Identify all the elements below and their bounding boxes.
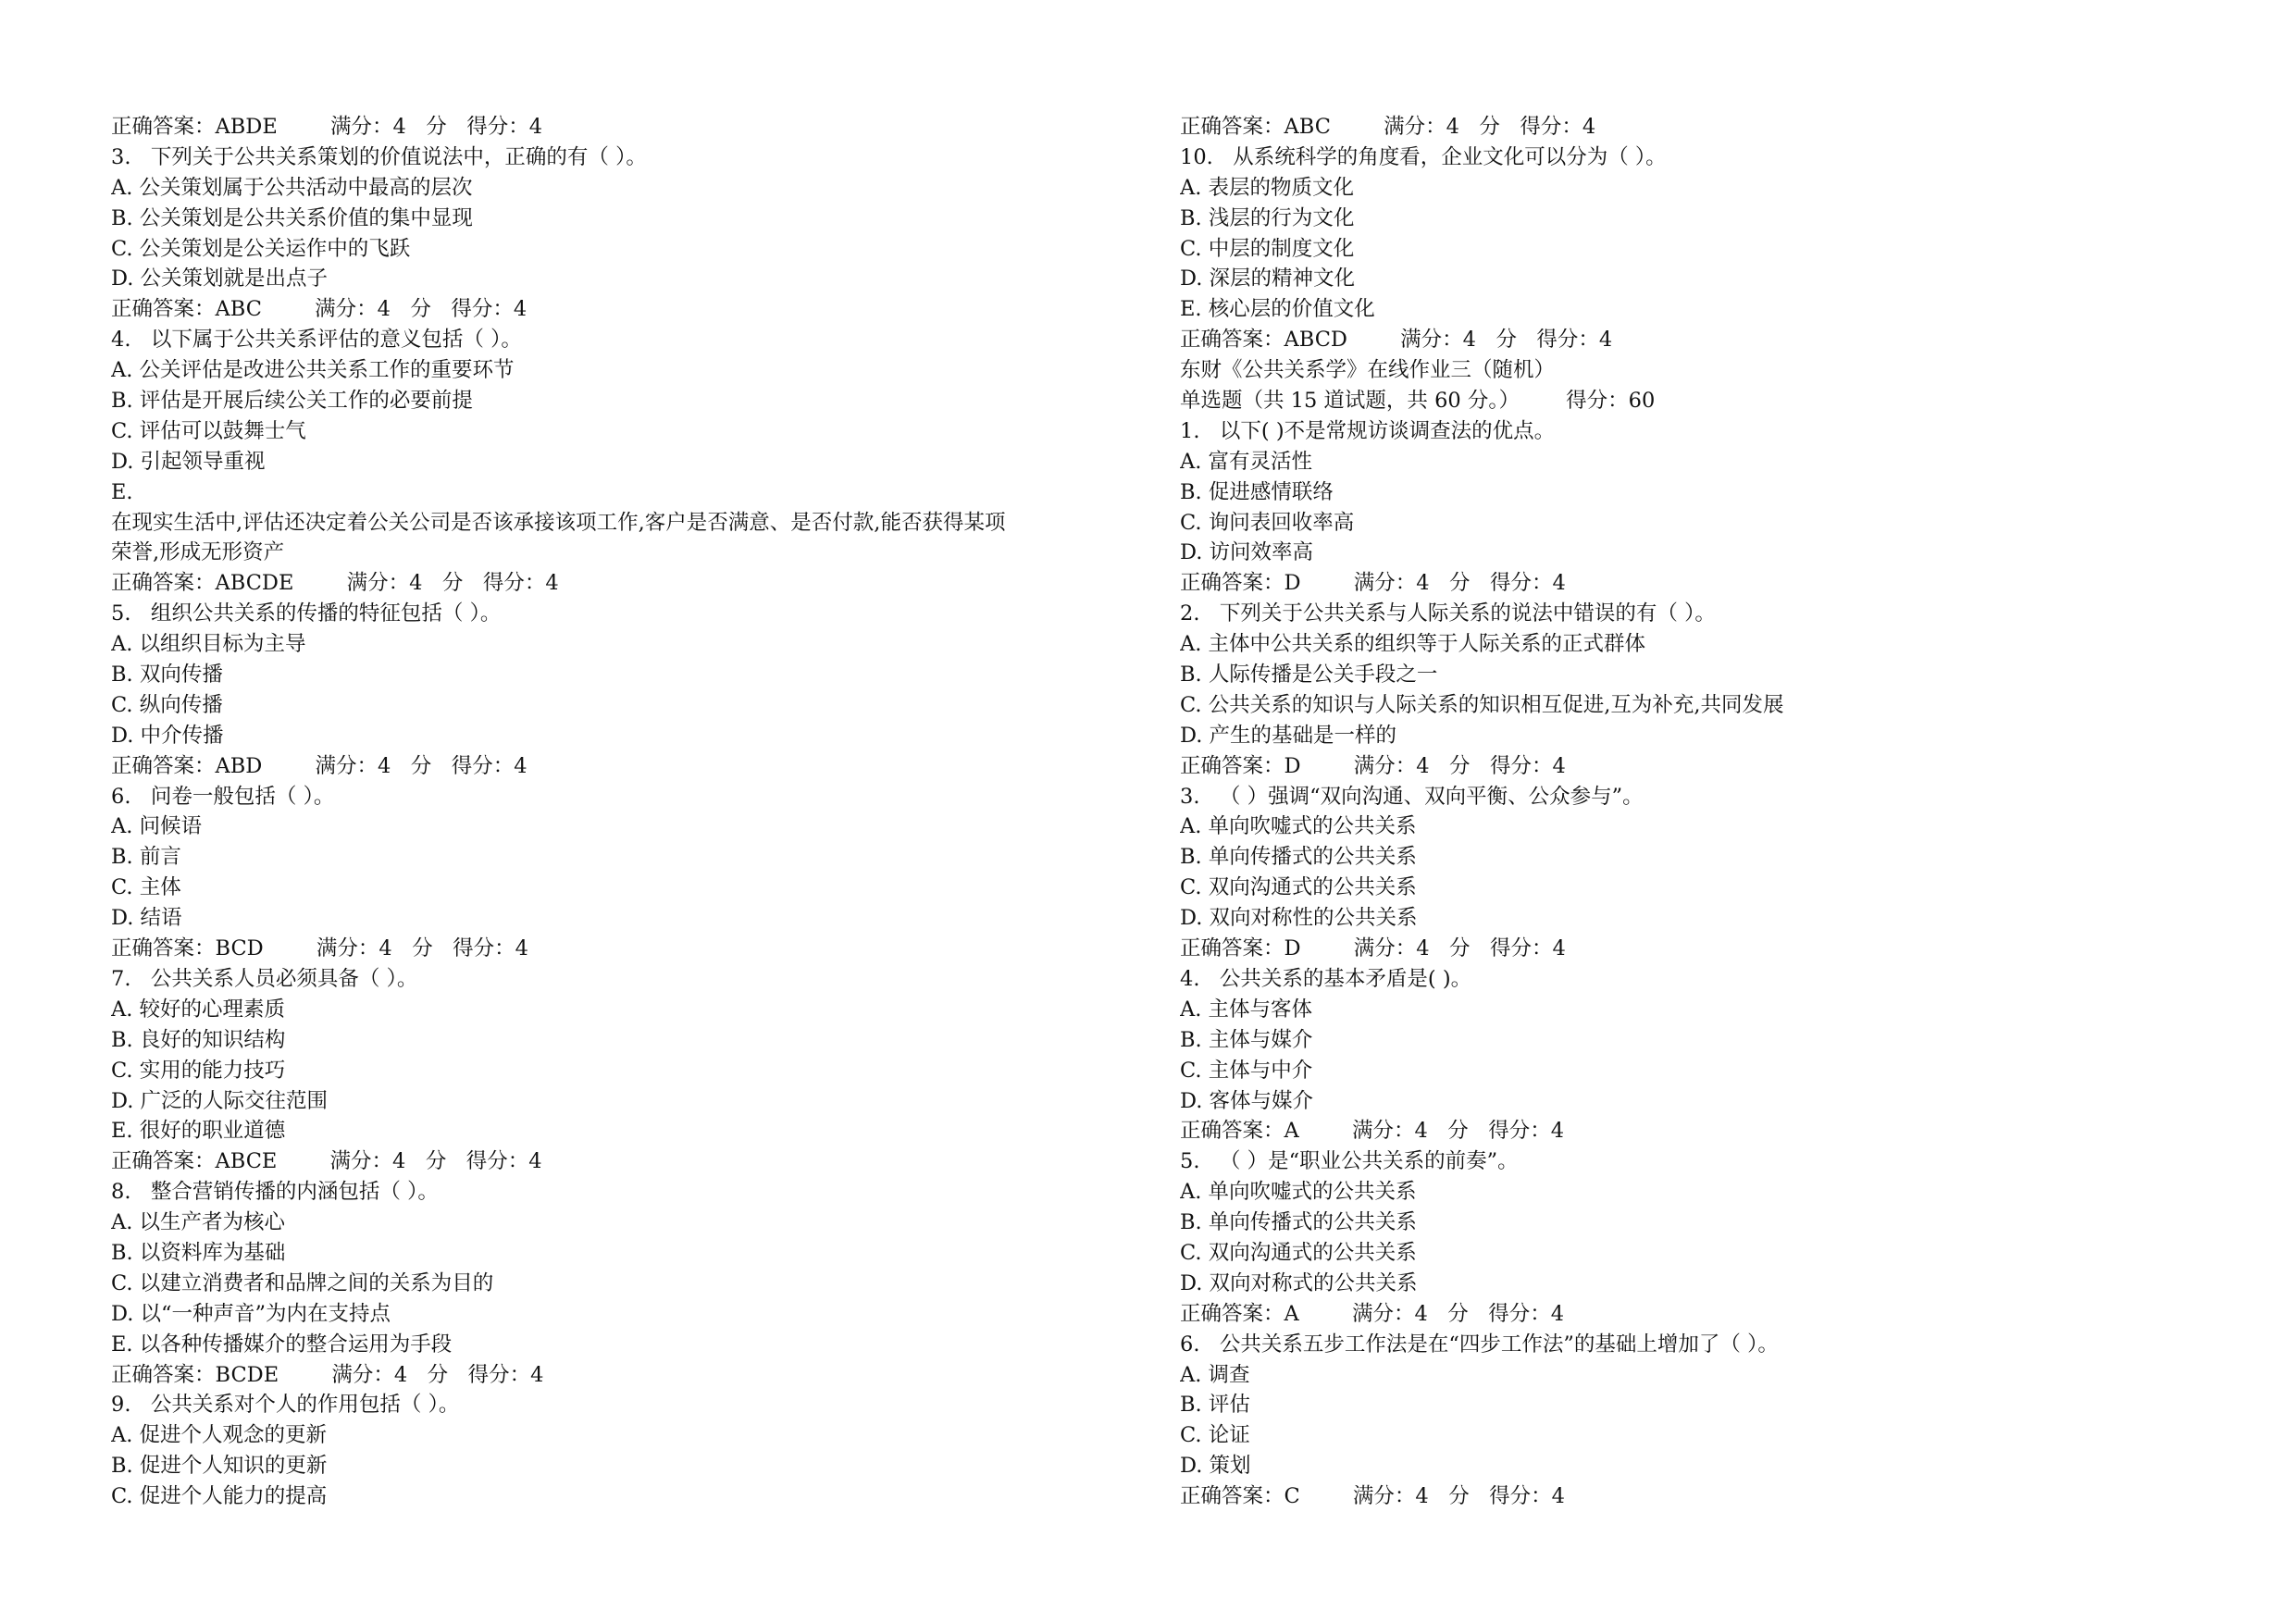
option-line: D. 公关策划就是出点子 [111, 266, 329, 291]
question-line: 5. （ ）是“职业公共关系的前奏”。 [1180, 1149, 1519, 1174]
option-line: A. 富有灵活性 [1180, 449, 1313, 474]
option-line: D. 客体与媒介 [1180, 1088, 1314, 1113]
option-line: B. 双向传播 [111, 663, 223, 688]
option-line: A. 表层的物质文化 [1180, 175, 1355, 200]
answer-line: 正确答案：ABDE 满分：4 分 得分：4 [111, 115, 543, 139]
answer-line: 正确答案：A 满分：4 分 得分：4 [1180, 1119, 1565, 1144]
option-line: B. 评估 [1180, 1393, 1250, 1418]
option-line: D. 以“一种声音”为内在支持点 [111, 1301, 391, 1326]
left-text-column [111, 112, 1138, 1512]
question-line: 6. 问卷一般包括（ ）。 [111, 784, 335, 809]
option-line: A. 单向吹嘘式的公共关系 [1180, 814, 1417, 839]
option-line: B. 浅层的行为文化 [1180, 205, 1355, 230]
answer-line: 正确答案：D 满分：4 分 得分：4 [1180, 753, 1566, 778]
answer-line: 正确答案：A 满分：4 分 得分：4 [1180, 1301, 1565, 1326]
text-line: 东财《公共关系学》在线作业三（随机） [1180, 358, 1556, 383]
question-line: 1. 以下( )不是常规访谈调查法的优点。 [1180, 418, 1556, 443]
question-line: 5. 组织公共关系的传播的特征包括（ ）。 [111, 601, 502, 626]
answer-line: 正确答案：ABC 满分：4 分 得分：4 [1180, 115, 1596, 139]
answer-line: 正确答案：ABCD 满分：4 分 得分：4 [1180, 328, 1613, 353]
option-line: B. 前言 [111, 845, 181, 870]
option-line: B. 单向传播式的公共关系 [1180, 1210, 1417, 1235]
option-line: D. 双向对称式的公共关系 [1180, 1270, 1418, 1295]
option-line: B. 以资料库为基础 [111, 1240, 286, 1265]
option-line: E. [111, 479, 133, 504]
question-line: 3. 下列关于公共关系策划的价值说法中，正确的有（ ）。 [111, 144, 647, 169]
option-line: A. 促进个人观念的更新 [111, 1423, 328, 1448]
option-line: B. 主体与媒介 [1180, 1027, 1313, 1052]
question-line: 4. 公共关系的基本矛盾是( )。 [1180, 966, 1472, 991]
option-line: C. 公关策划是公关运作中的飞跃 [111, 236, 411, 261]
option-line: D. 深层的精神文化 [1180, 266, 1356, 291]
answer-line: 正确答案：BCD 满分：4 分 得分：4 [111, 936, 528, 961]
option-line: C. 纵向传播 [111, 692, 223, 717]
option-line: A. 公关评估是改进公共关系工作的重要环节 [111, 358, 515, 383]
answer-line: 正确答案：D 满分：4 分 得分：4 [1180, 571, 1566, 596]
answer-line: 正确答案：ABD 满分：4 分 得分：4 [111, 753, 527, 778]
option-line: D. 中介传播 [111, 723, 224, 748]
option-line: D. 引起领导重视 [111, 449, 266, 474]
option-line: D. 策划 [1180, 1454, 1251, 1479]
option-line: C. 以建立消费者和品牌之间的关系为目的 [111, 1270, 494, 1295]
option-line: E. 核心层的价值文化 [1180, 297, 1375, 322]
option-line: D. 结语 [111, 906, 182, 931]
option-line: A. 以生产者为核心 [111, 1210, 286, 1235]
option-line: C. 询问表回收率高 [1180, 510, 1355, 535]
option-line: B. 公关策划是公共关系价值的集中显现 [111, 205, 473, 230]
option-line: C. 中层的制度文化 [1180, 236, 1355, 261]
option-line: B. 良好的知识结构 [111, 1027, 286, 1052]
option-line: A. 较好的心理素质 [111, 997, 286, 1022]
option-line: C. 论证 [1180, 1423, 1250, 1448]
option-line: B. 单向传播式的公共关系 [1180, 845, 1417, 870]
answer-line: 正确答案：ABCE 满分：4 分 得分：4 [111, 1149, 542, 1174]
option-line: D. 广泛的人际交往范围 [111, 1088, 329, 1113]
option-line: A. 调查 [1180, 1362, 1250, 1387]
question-line: 6. 公共关系五步工作法是在“四步工作法”的基础上增加了（ ）。 [1180, 1332, 1779, 1357]
question-line: 2. 下列关于公共关系与人际关系的说法中错误的有（ ）。 [1180, 601, 1716, 626]
answer-line: 正确答案：ABC 满分：4 分 得分：4 [111, 297, 527, 322]
option-line: B. 促进感情联络 [1180, 479, 1334, 504]
option-line: A. 以组织目标为主导 [111, 632, 306, 657]
option-line: E. 很好的职业道德 [111, 1119, 286, 1144]
option-line: A. 公关策划属于公共活动中最高的层次 [111, 175, 473, 200]
option-line: C. 公共关系的知识与人际关系的知识相互促进,互为补充,共同发展 [1180, 692, 1784, 717]
question-line: 7. 公共关系人员必须具备（ ）。 [111, 966, 418, 991]
option-line: A. 问候语 [111, 814, 203, 839]
option-line: C. 双向沟通式的公共关系 [1180, 1240, 1417, 1265]
question-line: 9. 公共关系对个人的作用包括（ ）。 [111, 1393, 460, 1418]
option-line: C. 主体与中介 [1180, 1058, 1313, 1083]
option-line: C. 双向沟通式的公共关系 [1180, 875, 1417, 900]
option-line: D. 产生的基础是一样的 [1180, 723, 1397, 748]
question-line: 10. 从系统科学的角度看，企业文化可以分为（ ）。 [1180, 144, 1667, 169]
option-line: A. 主体中公共关系的组织等于人际关系的正式群体 [1180, 632, 1646, 657]
option-line: B. 促进个人知识的更新 [111, 1454, 328, 1479]
option-line: B. 人际传播是公关手段之一 [1180, 663, 1438, 688]
right-text-column [1180, 112, 2216, 1512]
option-line: C. 促进个人能力的提高 [111, 1484, 328, 1509]
question-line: 3. （ ）强调“双向沟通、双向平衡、公众参与”。 [1180, 784, 1644, 809]
option-line: E. 以各种传播媒介的整合运用为手段 [111, 1332, 453, 1357]
question-line: 4. 以下属于公共关系评估的意义包括（ ）。 [111, 328, 522, 353]
answer-line: 正确答案：ABCDE 满分：4 分 得分：4 [111, 571, 559, 596]
option-line: A. 单向吹嘘式的公共关系 [1180, 1180, 1417, 1205]
text-line: 单选题（共 15 道试题，共 60 分。） 得分：60 [1180, 389, 1656, 414]
answer-line: 正确答案：BCDE 满分：4 分 得分：4 [111, 1362, 544, 1387]
text-line: 荣誉,形成无形资产 [111, 540, 285, 565]
answer-line: 正确答案：C 满分：4 分 得分：4 [1180, 1484, 1565, 1509]
question-line: 8. 整合营销传播的内涵包括（ ）。 [111, 1180, 439, 1205]
option-line: C. 评估可以鼓舞士气 [111, 418, 306, 443]
option-line: B. 评估是开展后续公关工作的必要前提 [111, 389, 473, 414]
text-line: 在现实生活中,评估还决定着公关公司是否该承接该项工作,客户是否满意、是否付款,能否获得某项 [111, 510, 1006, 535]
option-line: D. 访问效率高 [1180, 540, 1314, 565]
option-line: D. 双向对称性的公共关系 [1180, 906, 1418, 931]
option-line: C. 主体 [111, 875, 181, 900]
option-line: C. 实用的能力技巧 [111, 1058, 286, 1083]
option-line: A. 主体与客体 [1180, 997, 1313, 1022]
answer-line: 正确答案：D 满分：4 分 得分：4 [1180, 936, 1566, 961]
